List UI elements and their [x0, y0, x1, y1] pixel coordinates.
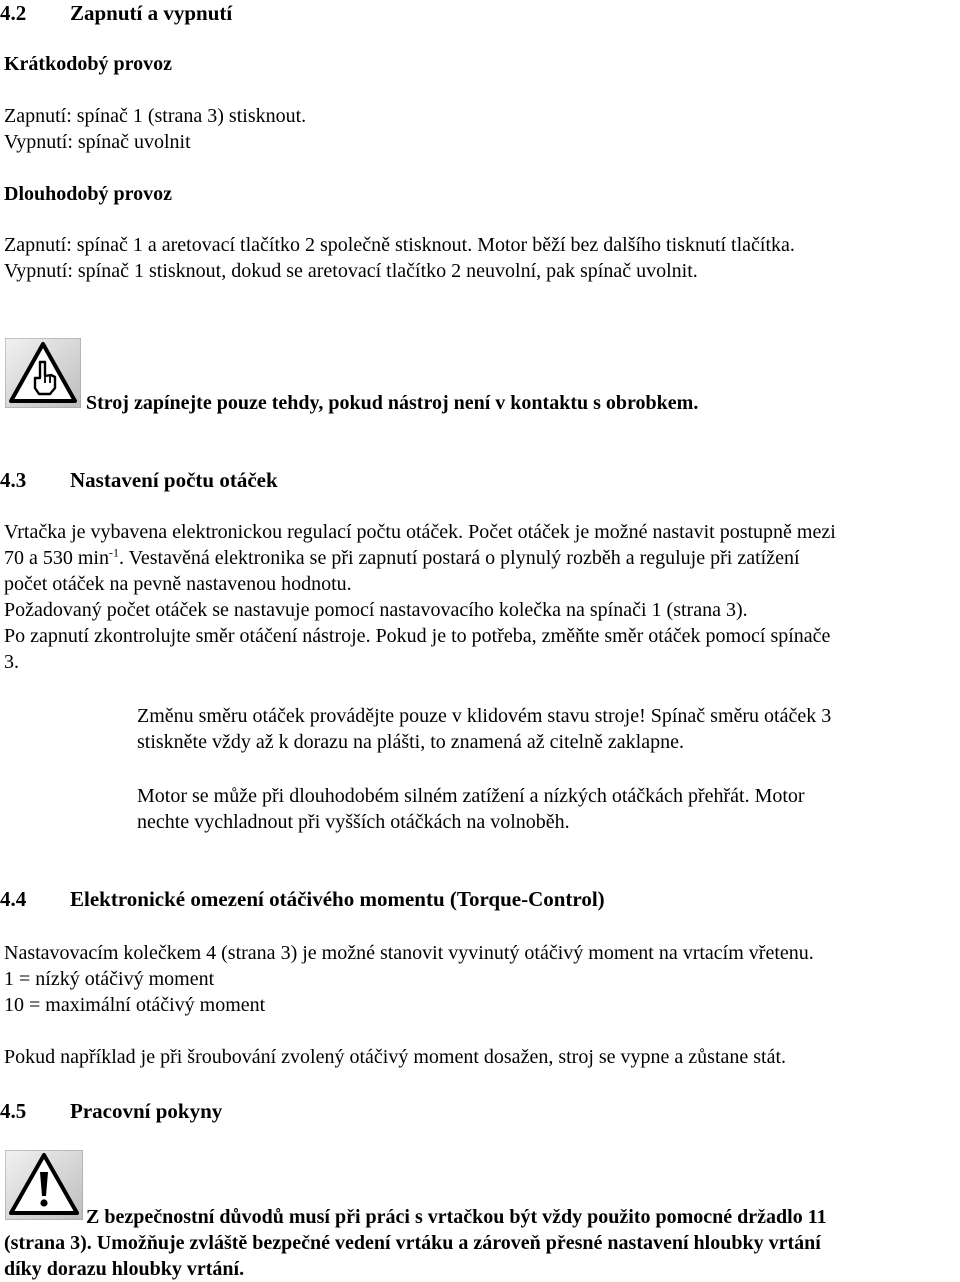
section-title-4-3: Nastavení počtu otáček — [70, 468, 278, 492]
speed-paragraph-line-1: Vrtačka je vybavena elektronickou regulací počtu otáček. Počet otáček je možné nastavit postupně mezi — [4, 521, 836, 543]
torque-setting-text: Nastavovacím kolečkem 4 (strana 3) je možné stanovit vyvinutý otáčivý moment na vrtacím vřetenu. — [4, 942, 814, 964]
start-safety-note: Stroj zapínejte pouze tehdy, pokud nástroj není v kontaktu s obrobkem. — [86, 392, 699, 414]
section-title-4-4: Elektronické omezení otáčivého momentu (Torque-Control) — [70, 887, 605, 911]
speed-setting-text: Požadovaný počet otáček se nastavuje pomocí nastavovacího kolečka na spínači 1 (strana 3). — [4, 599, 748, 621]
section-number-4-3: 4.3 — [0, 468, 27, 492]
section-title-4-5: Pracovní pokyny — [70, 1099, 223, 1123]
subheading-short-operation: Krátkodobý provoz — [4, 53, 172, 75]
short-operation-on: Zapnutí: spínač 1 (strana 3) stisknout. — [4, 105, 307, 127]
section-title-4-2: Zapnutí a vypnutí — [70, 1, 233, 25]
speed-paragraph-line-2 — [4, 545, 800, 571]
hand-pointer-warning-icon — [5, 338, 81, 408]
torque-stop-text: Pokud například je při šroubování zvolený otáčivý moment dosažen, stroj se vypne a zůstane stát. — [4, 1046, 787, 1068]
speed-paragraph-line-2-rest: . Vestavěná elektronika se při zapnutí postará o plynulý rozběh a reguluje při zatížení — [119, 547, 800, 569]
section-number-4-5: 4.5 — [0, 1099, 27, 1123]
direction-note-line-1: Změnu směru otáček provádějte pouze v klidovém stavu stroje! Spínač směru otáček 3 — [137, 705, 832, 727]
torque-max-text: 10 = maximální otáčivý moment — [4, 994, 266, 1016]
overheat-note-line-1: Motor se může při dlouhodobém silném zatížení a nízkých otáčkách přehřát. Motor — [137, 785, 805, 807]
direction-note-line-2: stiskněte vždy až k dorazu na plášti, to znamená až citelně zaklapne. — [137, 731, 684, 753]
exclamation-warning-icon — [5, 1150, 83, 1220]
torque-low-text: 1 = nízký otáčivý moment — [4, 968, 215, 990]
overheat-note-line-2: nechte vychladnout při vyšších otáčkách na volnoběh. — [137, 811, 570, 833]
speed-paragraph-line-3: počet otáček na pevně nastavenou hodnotu. — [4, 573, 352, 595]
speed-unit-exponent: -1 — [109, 545, 119, 560]
rotation-check-line-1: Po zapnutí zkontrolujte směr otáčení nástroje. Pokud je to potřeba, změňte směr otáček pomocí spínače — [4, 625, 831, 647]
subheading-long-operation: Dlouhodobý provoz — [4, 183, 173, 205]
section-number-4-4: 4.4 — [0, 887, 27, 911]
handle-warning-line-1: Z bezpečnostní důvodů musí při práci s vrtačkou být vždy použito pomocné držadlo 11 — [86, 1206, 827, 1228]
short-operation-off: Vypnutí: spínač uvolnit — [4, 131, 191, 153]
handle-warning-line-3: díky dorazu hloubky vrtání. — [4, 1258, 245, 1280]
long-operation-off: Vypnutí: spínač 1 stisknout, dokud se aretovací tlačítko 2 neuvolní, pak spínač uvolnit. — [4, 260, 698, 282]
rotation-check-line-2: 3. — [4, 651, 19, 673]
long-operation-on: Zapnutí: spínač 1 a aretovací tlačítko 2 společně stisknout. Motor běží bez dalšího tisknutí tlačítka. — [4, 234, 795, 256]
speed-range-text: 70 a 530 min — [4, 547, 109, 569]
handle-warning-line-2: (strana 3). Umožňuje zvláště bezpečné vedení vrtáku a zároveň přesné nastavení hloubky vrtání — [4, 1232, 821, 1254]
section-number-4-2: 4.2 — [0, 1, 27, 25]
